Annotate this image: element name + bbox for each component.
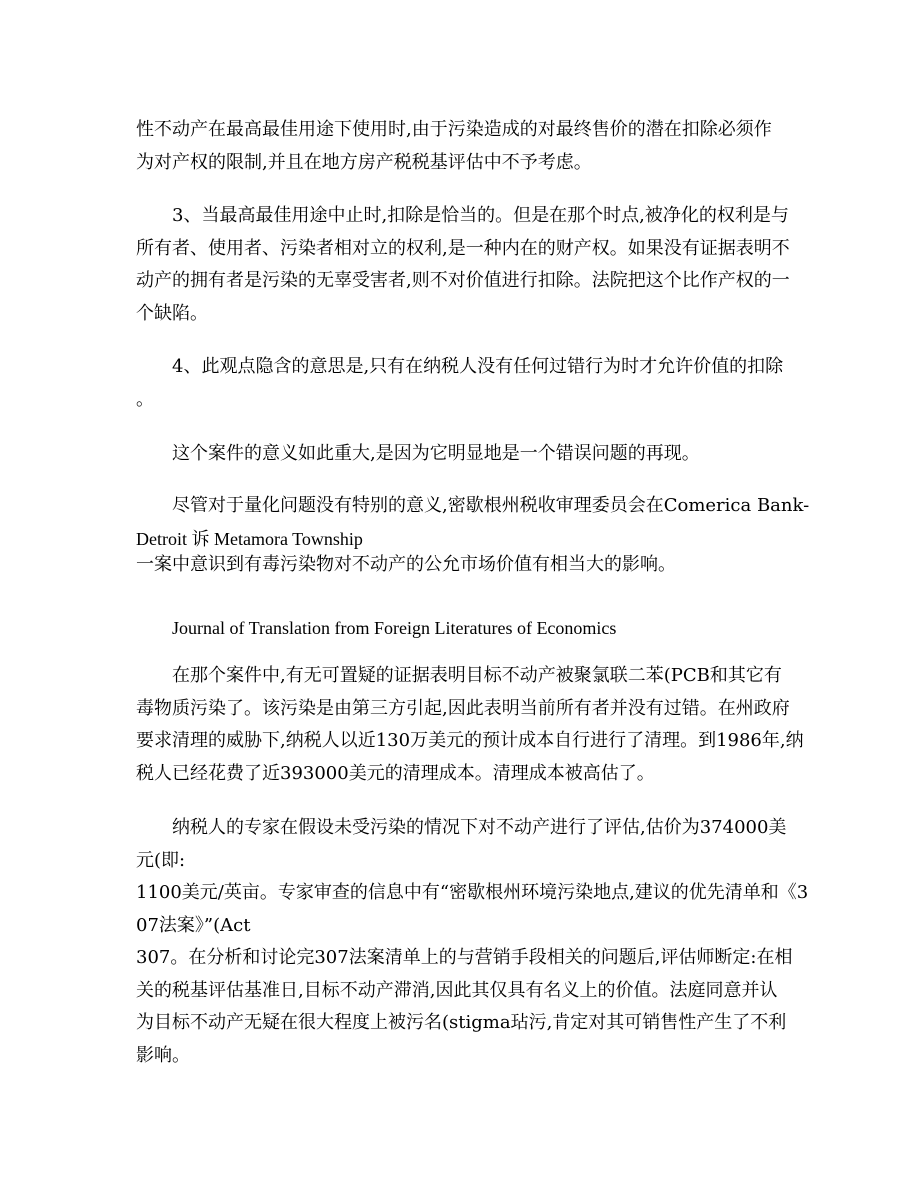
text-line: 要求清理的威胁下,纳税人以近130万美元的预计成本自行进行了清理。到1986年,纳 [136, 730, 804, 751]
text-line: 1100美元/英亩。专家审查的信息中有“密歇根州环境污染地点,建议的优先清单和《3 [136, 882, 809, 903]
text-line: 为对产权的限制,并且在地方房产税税基评估中不予考虑。 [136, 151, 592, 173]
text-line: 07法案》”(Act [136, 914, 251, 936]
text-line: 性不动产在最高最佳用途下使用时,由于污染造成的对最终售价的潜在扣除必须作 [136, 119, 772, 140]
text-line: 3、当最高最佳用途中止时,扣除是恰当的。但是在那个时点,被净化的权利是与 [172, 205, 789, 226]
text-line: 4、此观点隐含的意思是,只有在纳税人没有任何过错行为时才允许价值的扣除 [172, 356, 784, 377]
paragraph-point-4 [136, 351, 788, 416]
journal-title: Journal of Translation from Foreign Literatures of Economics [172, 618, 617, 638]
text-line: 所有者、使用者、污染者相对立的权利,是一种内在的财产权。如果没有证据表明不 [136, 237, 790, 259]
text-line: 关的税基评估基准日,目标不动产滞消,因此其仅具有名义上的价值。法庭同意并认 [136, 979, 778, 1001]
text-line: 元(即: [136, 849, 186, 871]
text-line: 。 [136, 388, 154, 410]
text-line: 毒物质污染了。该污染是由第三方引起,因此表明当前所有者并没有过错。在州政府 [136, 697, 790, 719]
paragraph-stigma-restriction [136, 114, 788, 179]
text-line: 个缺陷。 [136, 302, 208, 324]
text-line: 一案中意识到有毒污染物对不动产的公允市场价值有相当大的影响。 [136, 554, 676, 575]
paragraph-pcb-case [136, 660, 804, 790]
text-line: 影响。 [136, 1044, 190, 1066]
text-line: 纳税人的专家在假设未受污染的情况下对不动产进行了评估,估价为374000美 [172, 817, 787, 838]
text-line: 这个案件的意义如此重大,是因为它明显地是一个错误问题的再现。 [172, 443, 700, 464]
paragraph-point-3 [136, 200, 788, 330]
text-line: Detroit 诉 Metamora Township [136, 528, 363, 549]
text-line: 动产的拥有者是污染的无辜受害者,则不对价值进行扣除。法院把这个比作产权的一 [136, 270, 790, 291]
text-line: 税人已经花费了近393000美元的清理成本。清理成本被高估了。 [136, 762, 655, 784]
text-line: 307。在分析和讨论完307法案清单上的与营销手段相关的问题后,评估师断定:在相 [136, 947, 793, 968]
paragraph-comerica-case [136, 490, 810, 582]
paragraph-expert-appraisal [136, 812, 809, 1072]
text-line: 在那个案件中,有无可置疑的证据表明目标不动产被聚氯联二苯(PCB和其它有 [172, 665, 782, 686]
paragraph-significance [136, 438, 788, 471]
journal-header [136, 612, 788, 645]
text-line: 尽管对于量化问题没有特别的意义,密歇根州税收审理委员会在Comerica Bank- [172, 495, 810, 516]
text-line: 为目标不动产无疑在很大程度上被污名(stigma玷污,肯定对其可销售性产生了不利 [136, 1012, 787, 1033]
